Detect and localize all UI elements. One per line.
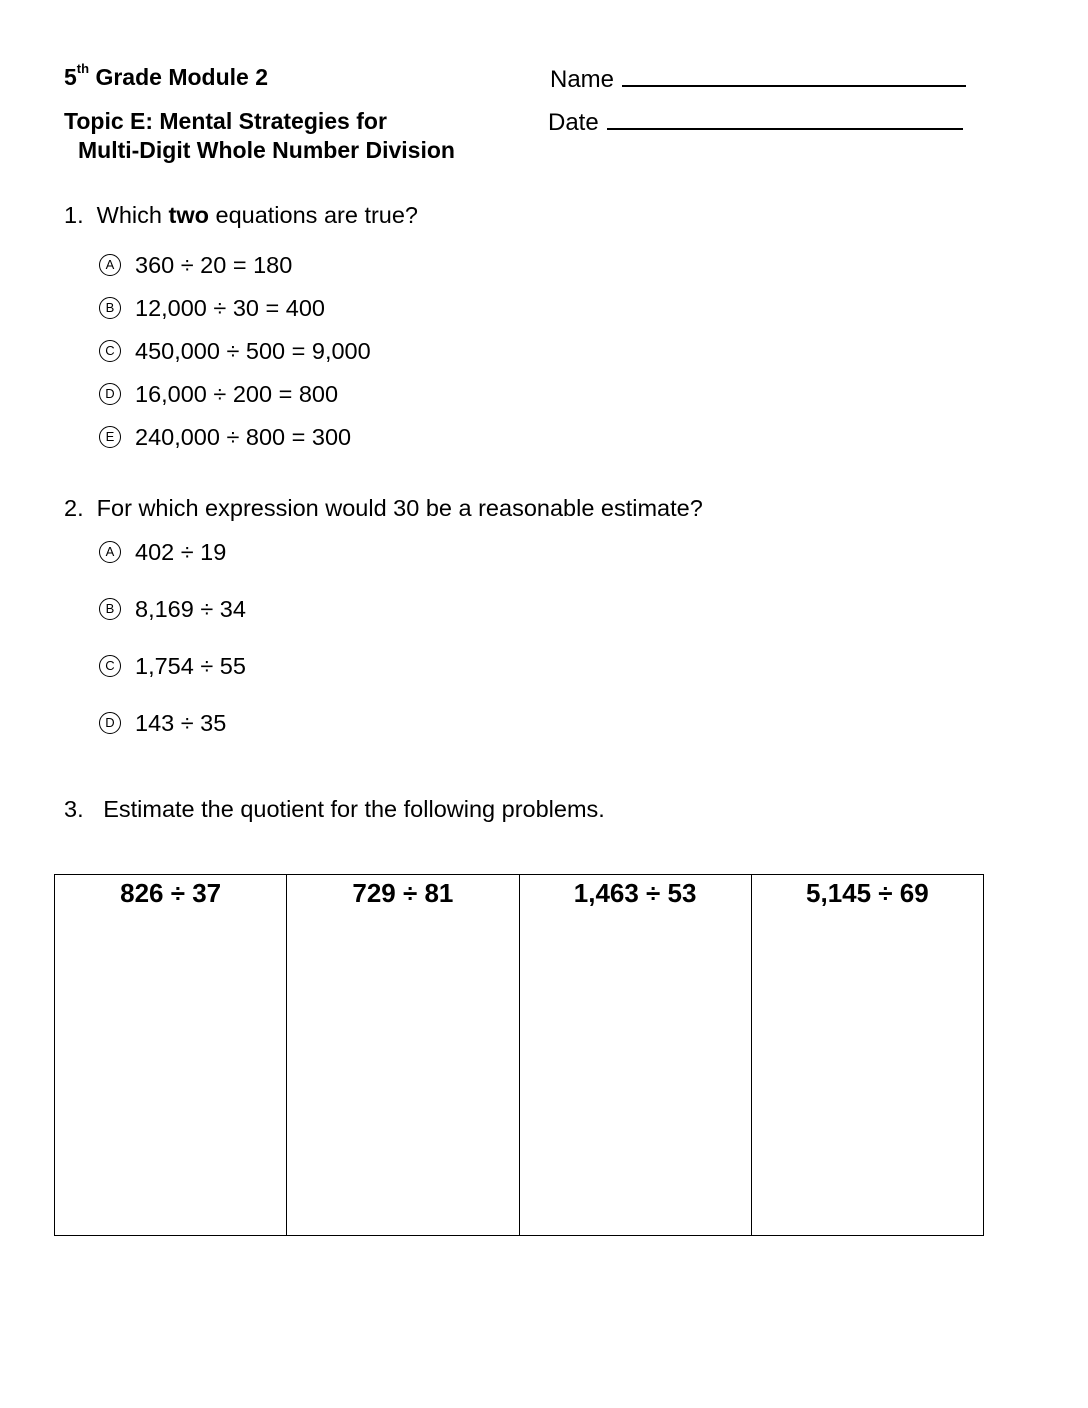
problem-label: 5,145 ÷ 69 — [806, 878, 929, 908]
choice-bubble-icon[interactable]: B — [99, 297, 121, 319]
problem-label: 826 ÷ 37 — [120, 878, 222, 908]
question-1: 1. Which two equations are true? — [64, 202, 419, 228]
problem-cell[interactable] — [519, 875, 751, 1236]
name-input-line[interactable] — [622, 65, 966, 87]
grade-module-title: 5th Grade Module 2 — [64, 61, 269, 90]
table-row — [55, 875, 984, 1236]
question-3: 3. Estimate the quotient for the following problems. — [64, 796, 605, 822]
date-field[interactable] — [548, 108, 963, 137]
choice-bubble-icon[interactable]: A — [99, 541, 121, 563]
choice-bubble-icon[interactable]: E — [99, 426, 121, 448]
question-2: 2. For which expression would 30 be a reasonable estimate? — [64, 495, 703, 521]
choice-bubble-icon[interactable]: C — [99, 340, 121, 362]
choice-bubble-icon[interactable]: D — [99, 712, 121, 734]
q1-option-a[interactable]: A 360 ÷ 20 = 180 — [99, 252, 292, 279]
question-number: 3. — [64, 796, 84, 822]
problem-label: 1,463 ÷ 53 — [573, 878, 697, 908]
q1-option-c[interactable]: C 450,000 ÷ 500 = 9,000 — [99, 338, 371, 365]
q1-option-d[interactable]: D 16,000 ÷ 200 = 800 — [99, 381, 338, 408]
problem-label: 729 ÷ 81 — [352, 878, 454, 908]
date-label: Date — [548, 109, 599, 136]
name-field[interactable] — [550, 65, 966, 94]
question-number: 1. — [64, 202, 84, 228]
choice-bubble-icon[interactable]: D — [99, 383, 121, 405]
name-label: Name — [550, 66, 615, 93]
choice-bubble-icon[interactable]: A — [99, 254, 121, 276]
estimate-table — [54, 874, 984, 1236]
topic-title-line2: Multi-Digit Whole Number Division — [78, 137, 455, 163]
problem-cell[interactable] — [751, 875, 983, 1236]
problem-cell[interactable] — [287, 875, 519, 1236]
q2-option-a[interactable]: A 402 ÷ 19 — [99, 539, 226, 566]
problem-cell[interactable] — [55, 875, 287, 1236]
choice-bubble-icon[interactable]: B — [99, 598, 121, 620]
topic-title-line1: Topic E: Mental Strategies for — [64, 108, 387, 134]
q1-option-b[interactable]: B 12,000 ÷ 30 = 400 — [99, 295, 325, 322]
choice-bubble-icon[interactable]: C — [99, 655, 121, 677]
emphasis-two: two — [168, 202, 209, 228]
date-input-line[interactable] — [607, 108, 963, 130]
question-number: 2. — [64, 495, 84, 521]
q2-option-b[interactable]: B 8,169 ÷ 34 — [99, 596, 246, 623]
q2-option-d[interactable]: D 143 ÷ 35 — [99, 710, 226, 737]
q1-option-e[interactable]: E 240,000 ÷ 800 = 300 — [99, 424, 351, 451]
q2-option-c[interactable]: C 1,754 ÷ 55 — [99, 653, 246, 680]
